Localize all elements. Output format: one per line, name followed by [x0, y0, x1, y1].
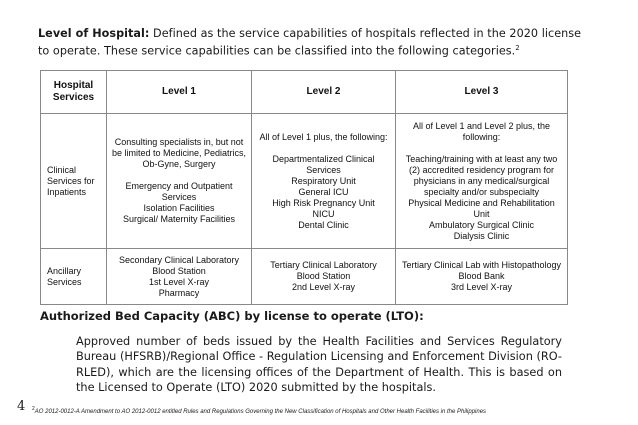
intro-paragraph: [38, 26, 586, 59]
cell-line: Isolation Facilities: [143, 203, 215, 213]
header-level-2: Level 2: [252, 71, 396, 114]
cell-line: Secondary Clinical Laboratory: [118, 254, 240, 265]
cell-line: Departmentalized Clinical Services: [272, 153, 375, 175]
row-label-clinical: Clinical Services for Inpatients: [41, 114, 107, 249]
cell-gap: [400, 143, 563, 154]
cell-line: High Risk Pregnancy Unit: [272, 197, 375, 208]
cell-line: Respiratory Unit: [291, 175, 356, 186]
cell-ancillary-level3: [396, 249, 568, 305]
cell-line: Physical Medicine and Rehabilitation Unit: [408, 197, 555, 219]
table-row: [41, 249, 568, 305]
cell-ancillary-level1: [107, 249, 252, 305]
cell-line: Consulting specialists in, but not be limited to Medicine, Pediatrics, Ob-Gyne, Surgery: [111, 137, 247, 169]
cell-clinical-level2: [252, 114, 396, 249]
cell-line: Blood Station: [152, 265, 206, 276]
cell-line: 2nd Level X-ray: [291, 282, 356, 292]
footnote-text: AO 2012-0012-A Amendment to AO 2012-0012 entitled Rules and Regulations Governing the New Classification of Hospitals and Other Health Facilities in the Philippines: [34, 409, 487, 415]
cell-gap: [256, 143, 391, 154]
intro-bold-label: Level of Hospital:: [38, 27, 150, 40]
intro-footnote-ref: 2: [515, 44, 520, 52]
cell-line: Emergency and Outpatient Services: [125, 181, 233, 202]
cell-line: Tertiary Clinical Lab with Histopathology: [401, 260, 562, 270]
header-hospital-services: Hospital Services: [41, 71, 107, 114]
cell-line: All of Level 1 plus, the following:: [259, 131, 388, 142]
footnote-marker: 2: [32, 406, 35, 412]
cell-line: 1st Level X-ray: [148, 276, 210, 287]
hospital-levels-table: [40, 70, 568, 305]
cell-line: Dental Clinic: [298, 219, 349, 230]
cell-line: Blood Station: [296, 271, 351, 281]
cell-line: Blood Bank: [458, 271, 505, 281]
cell-ancillary-level2: [252, 249, 396, 305]
header-level-3: Level 3: [396, 71, 568, 114]
cell-line: Tertiary Clinical Laboratory: [270, 260, 377, 270]
table-header-row: [41, 71, 568, 114]
abc-section-title: Authorized Bed Capacity (ABC) by license to operate (LTO):: [40, 309, 424, 323]
cell-clinical-level3: [396, 114, 568, 249]
table-row: [41, 114, 568, 249]
cell-line: NICU: [312, 208, 335, 219]
abc-body-paragraph: Approved number of beds issued by the Health Facilities and Services Regulatory Bureau (HFSRB)/Regional Office - Regulation Licensing and Enforcement Division (RO-RLED), which are the licensing offices of the Department of Health. This is based on the Licensed to Operate (LTO) 2020 submitted by the hospitals.: [76, 335, 562, 394]
row-label-ancillary: Ancillary Services: [41, 249, 107, 305]
cell-line: Pharmacy: [158, 287, 200, 298]
cell-line: General ICU: [298, 186, 349, 197]
cell-line: Teaching/training with at least any two (2) accredited residency program for physicians in any medical/surgical specialty and/or subspecialty: [405, 153, 558, 197]
footnote: [32, 406, 632, 415]
page-number: 4: [17, 399, 26, 414]
cell-line: Ambulatory Surgical Clinic: [428, 219, 535, 230]
cell-line: Dialysis Clinic: [453, 230, 510, 241]
cell-gap: [111, 170, 247, 181]
header-level-1: Level 1: [107, 71, 252, 114]
intro-text: Defined as the service capabilities of hospitals reflected in the 2020 license to operate. These service capabilities can be classified into the following categories.: [38, 27, 582, 58]
cell-line: All of Level 1 and Level 2 plus, the following:: [412, 120, 551, 142]
cell-clinical-level1: [107, 114, 252, 249]
cell-line: Surgical/ Maternity Facilities: [122, 214, 236, 224]
cell-line: 3rd Level X-ray: [450, 282, 513, 292]
